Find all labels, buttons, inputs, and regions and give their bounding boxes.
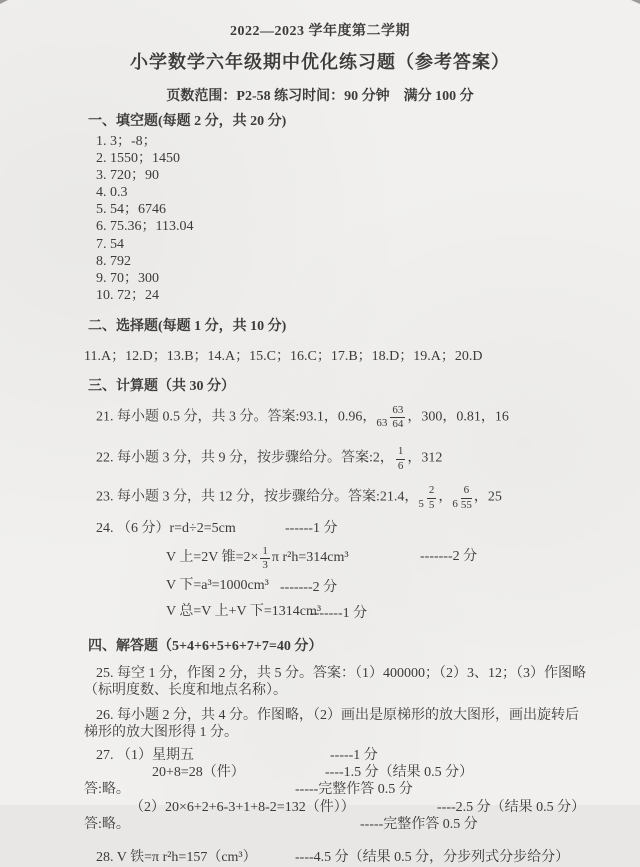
item-23-separator: ， xyxy=(438,490,453,505)
fraction-numerator: 6 xyxy=(461,485,472,499)
step-text: （2）20×6+2+6-3+1+8-2=132（件）） xyxy=(130,799,355,815)
step-formula: 24. （6 分）r=d÷2=5cm xyxy=(96,520,236,536)
step-score: -----完整作答 0.5 分 xyxy=(360,817,478,833)
fill-answer-line: 1. 3；-8； xyxy=(96,134,157,149)
item-24-step xyxy=(96,577,588,603)
section-3-heading: 三、计算题（共 30 分） xyxy=(88,378,235,394)
fraction-numerator: 1 xyxy=(260,546,270,560)
item-24-step xyxy=(96,603,588,629)
fill-answer-line: 4. 0.3 xyxy=(96,185,128,201)
fill-answer-line: 7. 54 xyxy=(96,236,124,252)
answer-item-23 xyxy=(96,485,588,512)
mixed-number-whole: 6 xyxy=(452,497,458,510)
fill-answer-line: 3. 720；90 xyxy=(96,168,159,184)
item-27-step xyxy=(84,764,588,781)
answer-item-21 xyxy=(96,405,588,432)
fraction-denominator: 5 xyxy=(428,498,435,511)
fill-answer-line: 9. 70；300 xyxy=(96,270,159,286)
item-27-step xyxy=(84,781,588,798)
formula-pre: V 上=2V 锥=2× xyxy=(166,550,259,566)
step-formula xyxy=(166,544,349,572)
step-score: -------2 分 xyxy=(420,548,478,564)
mixed-number-whole: 63 xyxy=(376,417,388,430)
answer-item-22 xyxy=(96,446,588,472)
step-score: ----4.5 分（结果 0.5 分，分步列式分步给分） xyxy=(295,850,570,866)
fraction xyxy=(396,446,406,472)
step-formula: V 下=a³=1000cm³ xyxy=(166,577,269,593)
fraction-denominator: 64 xyxy=(392,418,404,431)
item-21-text: 21. 每小题 0.5 分，共 3 分。答案:93.1，0.96， xyxy=(96,409,377,425)
step-text: 28. V 铁=π r²h=157（cm³） xyxy=(96,850,257,866)
document-header xyxy=(0,0,640,105)
formula-post: π r²h=314cm³ xyxy=(271,550,349,566)
item-27-step xyxy=(84,747,588,764)
fraction xyxy=(427,485,437,511)
fill-answer-line: 8. 792 xyxy=(96,253,131,269)
step-score: ----1.5 分（结果 0.5 分） xyxy=(325,764,474,780)
fraction-denominator: 3 xyxy=(262,559,268,572)
step-score: ------1 分 xyxy=(285,520,338,536)
step-text: 答:略。 xyxy=(84,817,130,833)
step-score: -----完整作答 0.5 分 xyxy=(295,782,413,798)
fill-answer-line: 10. 72；24 xyxy=(96,287,159,303)
step-text: 27. （1）星期五 xyxy=(96,747,194,763)
answer-item-28 xyxy=(84,849,588,867)
fraction xyxy=(260,546,270,572)
item-27-step xyxy=(84,816,588,833)
answer-content xyxy=(0,105,640,867)
item-23-text-after: ，25 xyxy=(473,490,502,505)
step-score: -------2 分 xyxy=(280,579,338,595)
answer-item-24 xyxy=(96,520,588,629)
section-4-heading: 四、解答题（5+4+6+5+6+7+7=40 分） xyxy=(88,638,323,654)
step-score: ----2.5 分（结果 0.5 分） xyxy=(437,799,586,815)
fraction-numerator: 1 xyxy=(396,446,406,460)
fill-answer-line: 2. 1550；1450 xyxy=(96,151,180,167)
step-text: 20+8=28（件） xyxy=(152,764,245,780)
fraction-denominator: 6 xyxy=(397,459,404,472)
fraction-numerator: 63 xyxy=(390,405,405,419)
page-title: 小学数学六年级期中优化练习题（参考答案） xyxy=(130,52,510,72)
item-27-step xyxy=(84,799,588,816)
section-1-heading: 一、填空题(每题 2 分，共 20 分) xyxy=(88,114,287,129)
item-21-text-after: ，300，0.81，16 xyxy=(407,409,509,425)
fill-answer-line: 5. 54；6746 xyxy=(96,202,166,218)
step-text: 答:略。 xyxy=(84,782,130,798)
answer-item-25: 25. 每空 1 分，作图 2 分，共 5 分。答案：（1）400000；（2）3、12；（3）作图略（标明度数、长度和地点名称）。 xyxy=(84,665,586,698)
step-formula: V 总=V 上+V 下=1314cm³ xyxy=(166,603,322,619)
school-term: 2022—2023 学年度第二学期 xyxy=(230,24,410,39)
fraction-numerator: 2 xyxy=(427,485,437,499)
item-22-text: 22. 每小题 3 分，共 9 分，按步骤给分。答案:2， xyxy=(96,450,394,466)
fraction xyxy=(390,405,405,431)
item-22-text-after: ，312 xyxy=(407,450,443,466)
step-score: -------1 分 xyxy=(310,605,368,621)
fraction xyxy=(461,485,472,511)
answer-item-26: 26. 每小题 2 分，共 4 分。作图略，（2）画出是原梯形的放大图形，画出旋转后梯形的放大图形得 1 分。 xyxy=(84,707,579,740)
mixed-number-whole: 5 xyxy=(418,497,424,510)
item-24-step xyxy=(96,520,588,546)
section-2-heading: 二、选择题(每题 1 分，共 10 分) xyxy=(88,318,287,334)
fraction-denominator: 55 xyxy=(460,498,472,511)
exam-meta: 页数范围：P2-58 练习时间：90 分钟 满分 100 分 xyxy=(166,89,474,104)
answer-item-27 xyxy=(84,747,588,834)
item-24-step xyxy=(96,546,588,577)
item-23-text: 23. 每小题 3 分，共 12 分，按步骤给分。答案:21.4， xyxy=(96,490,419,505)
step-score: -----1 分 xyxy=(330,747,378,763)
fill-answer-line: 6. 75.36；113.04 xyxy=(96,219,194,235)
choice-answers: 11.A；12.D；13.B；14.A；15.C；16.C；17.B；18.D；19.A；20.D xyxy=(84,348,483,364)
